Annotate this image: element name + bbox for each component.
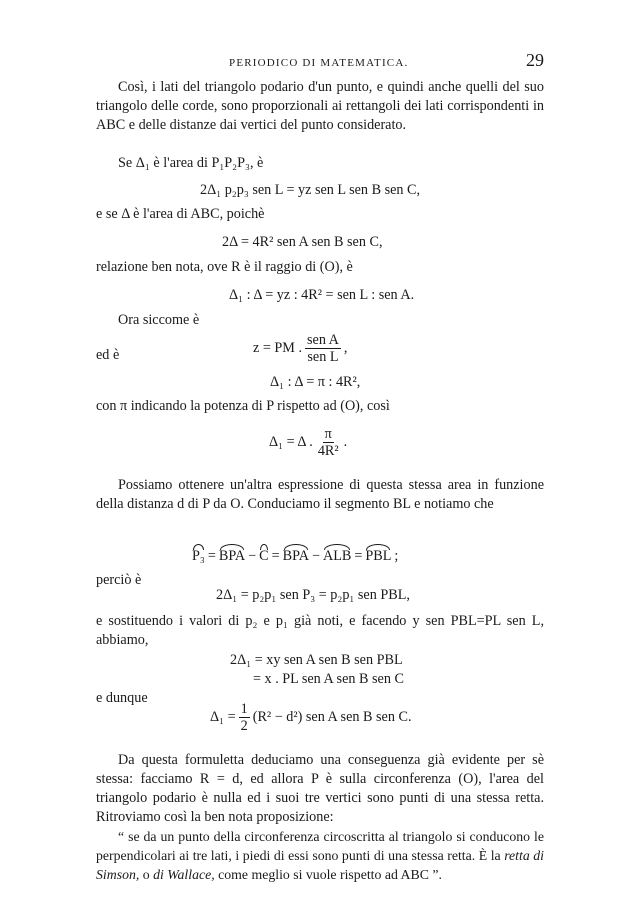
page-body: Così, i lati del triangolo podario d'un punto, e quindi anche quelli del suo triangolo delle corde, sono proporzionali ai rettangoli dei lati corrispondenti in ABC e delle distanze dai vertici del punto considerato. Se Δ₁ è l'area di P₁P₂P₃, è 2Δ₁ p₂p₃ sen L = yz sen L sen B sen C, e se Δ è l'area di ABC, poichè 2Δ = 4R² sen A sen B sen C, relazione ben nota, ove R è il raggio di (O), è Δ₁ : Δ = yz : 4R² = sen L : sen A. Ora siccome è z = PM . $\frac{\text{sen A}}{\text{sen L}}$ , ed è Δ₁ : Δ = π : 4R², con π indicando la potenza di P rispetto ad (O), così Δ₁ = Δ . $\frac{\pi}{\text{4R²}}$ . Possiamo ottenere un'altra espressione di questa stessa area in funzione della distanza d di P da O. Conduciamo il segmento BL e notiamo che P₃ = BPA − C = BPA − ALB = PBL ; perciò è 2Δ₁ = p₂p₁ sen P₃ = p₂p₁ sen PBL, e sostituendo i valori di p₂ e p₁ già noti, e facendo y sen PBL=PL sen L, abbiamo, 2Δ₁ = xy sen A sen B sen PBL = x . PL sen A sen B sen C e dunque Δ₁ = $\frac{1}{2}$ (R² − d²) sen A sen B sen C. Da questa formuletta deduciamo una conseguenza già evidente per sè stessa: facciamo R = d, ed allora P è sulla circonferenza (O), l'area del triangolo podario è nulla ed i suoi tre vertici sono punti di una stessa retta. Ritroviamo così la ben nota proposizione: “ se da un punto della circonferenza circoscritta al triangolo si conducono le perpendicolari ai tre lati, i piedi di essi sono punti di una stessa retta. È la retta di Simson, o di Wallace, come meglio si vuole rispetto ad ABC ”. <box>96 79 544 882</box>
equation-7-op-1: = <box>207 548 216 564</box>
equation-6-end: . <box>343 433 348 450</box>
equation-6-lhs: Δ₁ = Δ . <box>269 433 313 450</box>
equation-7-end: ; <box>394 548 399 564</box>
equation-4-fraction <box>305 332 341 365</box>
equation-10-numerator: 1 <box>240 700 248 717</box>
equation-6-denominator: 4R² <box>317 442 339 459</box>
equation-7 <box>96 540 544 573</box>
equation-10-fraction <box>239 701 250 734</box>
paragraph-3: e se Δ è l'area di ABC, poichè <box>96 206 265 222</box>
paragraph-5: Ora siccome è <box>118 312 200 328</box>
equation-6-fraction <box>316 426 341 459</box>
paragraph-12: Da questa formuletta deduciamo una conseguenza già evidente per sè stessa: facciamo R = d, ed allora P è sulla circonferenza (O), l'area del triangolo podario è nulla ed i suoi tre vertici sono punti di una stessa retta. Ritroviamo così la ben nota proposizione: <box>96 752 544 825</box>
equation-7-op-3: = <box>271 548 280 564</box>
equation-10 <box>96 697 544 737</box>
equation-10-rhs: (R² − d²) sen A sen B sen C. <box>252 708 412 725</box>
page-header <box>96 50 544 76</box>
quote-paragraph <box>96 827 544 884</box>
paragraph-8: Possiamo ottenere un'altra espressione di questa stessa area in funzione della distanza d di P da O. Conduciamo il segmento BL e notiamo che <box>96 477 544 512</box>
equation-7-angle-bpa: BPA <box>218 548 246 564</box>
equation-7-angle-pbl: PBL <box>365 548 392 564</box>
equation-4-end: , <box>343 339 348 356</box>
equation-8 <box>96 579 544 612</box>
equation-10-lhs: Δ₁ = <box>210 708 236 725</box>
equation-7-op-2: − <box>248 548 257 564</box>
paragraph-10: e sostituendo i valori di p₂ e p₁ già noti, e facendo y sen PBL=PL sen L, abbiamo, <box>96 613 544 648</box>
equation-5 <box>96 368 544 397</box>
equation-5-text: Δ₁ : Δ = π : 4R², <box>270 374 361 390</box>
page-number: 29 <box>526 50 544 70</box>
equation-10-denominator: 2 <box>240 717 248 734</box>
equation-4-denominator: sen L <box>307 348 339 365</box>
equation-1 <box>96 175 544 205</box>
equation-9 <box>96 651 544 689</box>
equation-4 <box>96 328 544 368</box>
running-title: PERIODICO DI MATEMATICA. <box>229 57 409 69</box>
equation-7-op-4: − <box>311 548 320 564</box>
quote-conjunction: o <box>142 867 150 882</box>
equation-2 <box>96 226 544 258</box>
equation-7-op-5: = <box>354 548 363 564</box>
equation-9-line-2: = x . PL sen A sen B sen C <box>253 671 404 687</box>
quote-retta-di-simson: retta di Simson, <box>96 848 544 882</box>
equation-3 <box>96 279 544 311</box>
equation-7-angle-alb: ALB <box>322 548 352 564</box>
equation-7-angle-p3: P₃ <box>192 548 205 564</box>
equation-3-text: Δ₁ : Δ = yz : 4R² = sen L : sen A. <box>229 286 415 303</box>
paragraph-4: relazione ben nota, ove R è il raggio di (O), è <box>96 259 353 275</box>
equation-8-text: 2Δ₁ = p₂p₁ sen P₃ = p₂p₁ sen PBL, <box>216 587 410 603</box>
equation-6-numerator: π <box>324 425 332 442</box>
equation-1-text: 2Δ₁ p₂p₃ sen L = yz sen L sen B sen C, <box>200 181 421 198</box>
equation-4-numerator: sen A <box>307 331 339 348</box>
quote-di-wallace: di Wallace, <box>153 867 215 882</box>
quote-text-2: come meglio si vuole rispetto ad ABC ”. <box>218 867 442 882</box>
paragraph-1: Così, i lati del triangolo podario d'un punto, e quindi anche quelli del suo triangolo delle corde, sono proporzionali ai rettangoli dei lati corrispondenti in ABC e delle distanze dai vertici del punto considerato. <box>96 79 544 133</box>
equation-7-angle-bpa-2: BPA <box>282 548 309 564</box>
equation-4-lhs: z = PM . <box>253 339 302 356</box>
equation-6 <box>96 416 544 468</box>
equation-7-angle-c: C <box>259 548 269 564</box>
paragraph-2: Se Δ₁ è l'area di P₁P₂P₃, è <box>118 155 264 171</box>
paragraph-7: con π indicando la potenza di P rispetto ad (O), così <box>96 398 390 414</box>
quote-text-1: “ se da un punto della circonferenza circoscritta al triangolo si conducono le perpendicolari ai tre lati, i piedi di essi sono punti di una stessa retta. È la <box>96 829 544 863</box>
equation-2-text: 2Δ = 4R² sen A sen B sen C, <box>222 233 383 250</box>
equation-9-line-1: 2Δ₁ = xy sen A sen B sen PBL <box>230 652 403 668</box>
